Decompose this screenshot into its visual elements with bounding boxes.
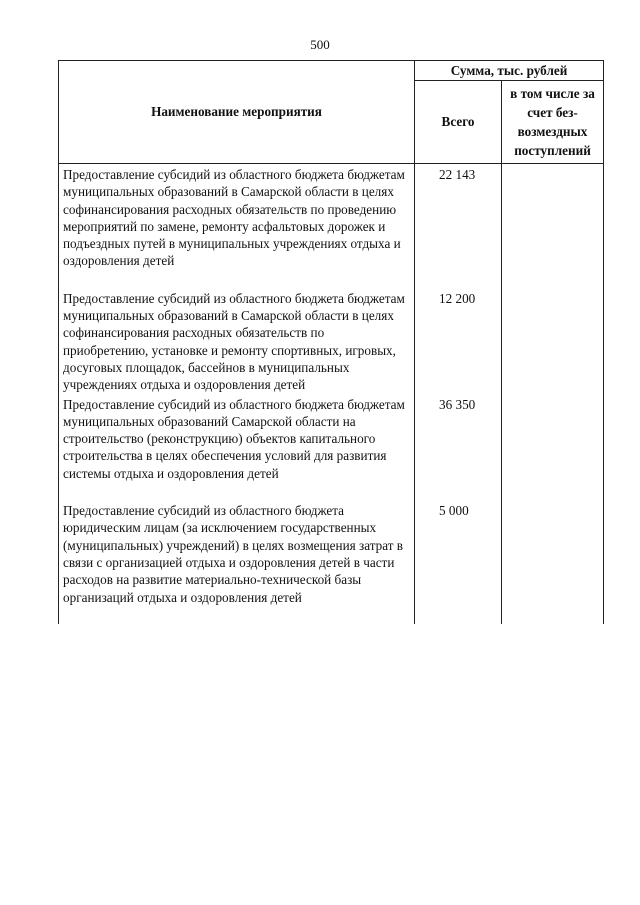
row-free-receipts	[502, 394, 604, 482]
row-total: 22 143	[415, 164, 502, 270]
row-name: Предоставление субсидий из областного бюджета бюджетам муниципальных образований Самарской области на строительство (реконструкцию) объектов капитального строительства в целях обеспечения условий для развития системы отдыха и оздоровления детей	[59, 394, 415, 482]
row-name: Предоставление субсидий из областного бюджета бюджетам муниципальных образований в Самарской области в целях софинансирования расходных обязательств по приобретению, установке и ремонту спортивных, игровых, досуговых площадок, бассейнов в муниципальных учреждениях отдыха и оздоровления детей	[59, 288, 415, 394]
table-row	[59, 288, 604, 394]
header-name-column: Наименование мероприятия	[59, 61, 415, 164]
row-name: Предоставление субсидий из областного бюджета юридическим лицам (за исключением государственных (муниципальных) учреждений) в целях возмещения затрат в связи с организацией отдыха и оздоровления детей в части расходов на развитие материально-технической базы организаций отдыха и оздоровления детей	[59, 500, 415, 606]
table-header	[59, 61, 604, 164]
row-spacer	[59, 482, 604, 500]
row-total: 5 000	[415, 500, 502, 606]
row-total: 12 200	[415, 288, 502, 394]
row-spacer	[59, 270, 604, 288]
page-number: 500	[310, 37, 330, 52]
header-sum-group: Сумма, тыс. рублей	[415, 61, 604, 81]
row-free-receipts	[502, 500, 604, 606]
row-name: Предоставление субсидий из областного бюджета бюджетам муниципальных образований в Самарской области в целях софинансирования расходных обязательств по проведению мероприятий по замене, ремонту асфальтовых дорожек и подъездных путей в муниципальных учреждениях отдыха и оздоровления детей	[59, 164, 415, 270]
row-free-receipts	[502, 288, 604, 394]
row-total: 36 350	[415, 394, 502, 482]
table-body	[59, 164, 604, 624]
budget-table	[58, 60, 604, 624]
header-total-column: Всего	[415, 81, 502, 164]
row-spacer	[59, 606, 604, 624]
table-row	[59, 394, 604, 482]
header-free-receipts-column: в том числе за счет без-возмездных поступлений	[502, 81, 604, 164]
table-row	[59, 164, 604, 270]
row-free-receipts	[502, 164, 604, 270]
table-row	[59, 500, 604, 606]
